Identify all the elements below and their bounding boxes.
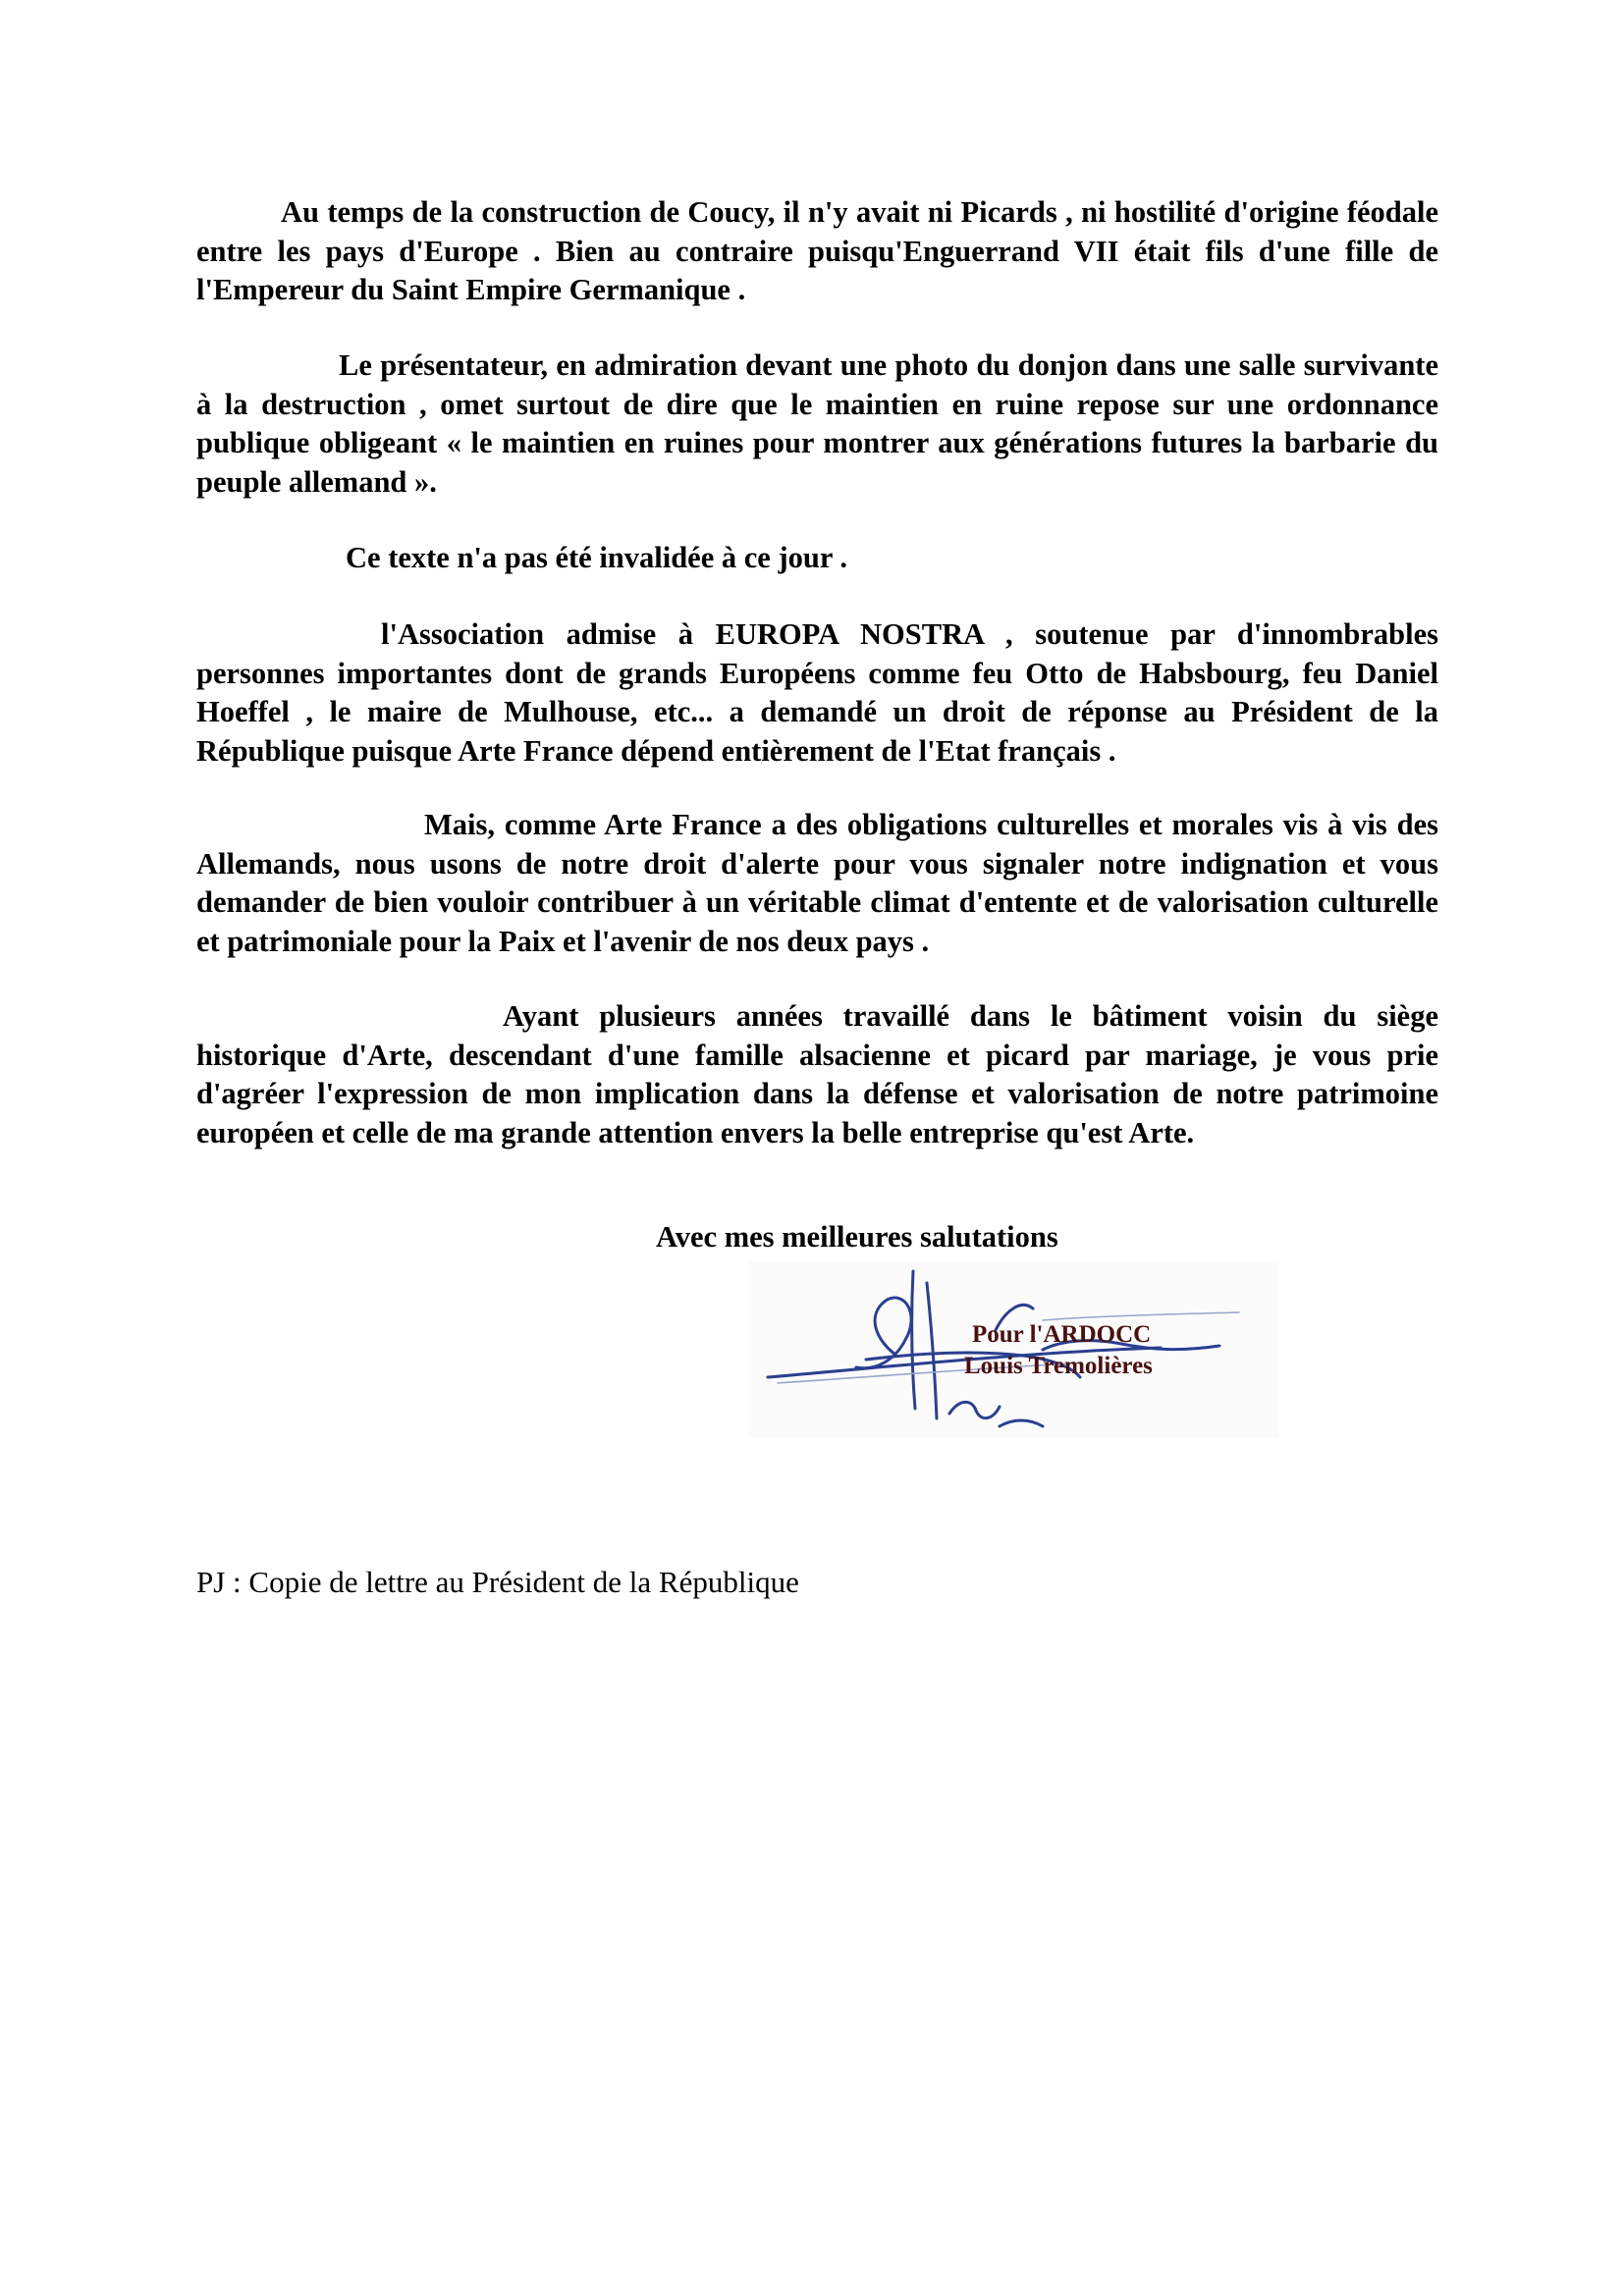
signature-block	[748, 1261, 1278, 1438]
paragraph-europa-nostra: l'Association admise à EUROPA NOSTRA , soutenue par d'innombrables personnes importantes dont de grands Européens comme feu Otto de Habsbourg, feu Daniel Hoeffel , le maire de Mulhouse, etc... a demandé un droit de réponse au Président de la République puisque Arte France dépend entièrement de l'Etat français .	[196, 617, 1438, 768]
paragraph-ayant-travaille: Ayant plusieurs années travaillé dans le bâtiment voisin du siège historique d'Arte, descendant d'une famille alsacienne et picard par mariage, je vous prie d'agréer l'expression de mon implication dans la défense et valorisation de notre patrimoine européen et celle de ma grande attention envers la belle entreprise qu'est Arte.	[196, 999, 1438, 1149]
handwritten-signature	[748, 1261, 1278, 1438]
signature-stamp-name: Louis Tremolières	[964, 1353, 1153, 1379]
paragraph-arte-obligations: Mais, comme Arte France a des obligations culturelles et morales vis à vis des Allemands, nous usons de notre droit d'alerte pour vous signaler notre indignation et vous demander de bien vouloir contribuer à un véritable climat d'entente et de valorisation culturelle et patrimoniale pour la Paix et l'avenir de nos deux pays .	[196, 808, 1438, 958]
paragraph-presentateur: Le présentateur, en admiration devant une photo du donjon dans une salle survivante à la destruction , omet surtout de dire que le maintien en ruine repose sur une ordonnance publique obligeant « le maintien en ruines pour montrer aux générations futures la barbarie du peuple allemand ».	[196, 348, 1438, 499]
paragraph-texte-non-invalide: Ce texte n'a pas été invalidée à ce jour .	[346, 541, 848, 574]
signature-stamp-organization: Pour l'ARDOCC	[972, 1321, 1152, 1348]
paragraph-coucy: Au temps de la construction de Coucy, il n'y avait ni Picards , ni hostilité d'origine féodale entre les pays d'Europe . Bien au contraire puisqu'Enguerrand VII était fils d'une fille de l'Empereur du Saint Empire Germanique .	[196, 195, 1438, 306]
closing-salutation: Avec mes meilleures salutations	[656, 1220, 1058, 1254]
attachment-note: PJ : Copie de lettre au Président de la République	[196, 1565, 799, 1599]
